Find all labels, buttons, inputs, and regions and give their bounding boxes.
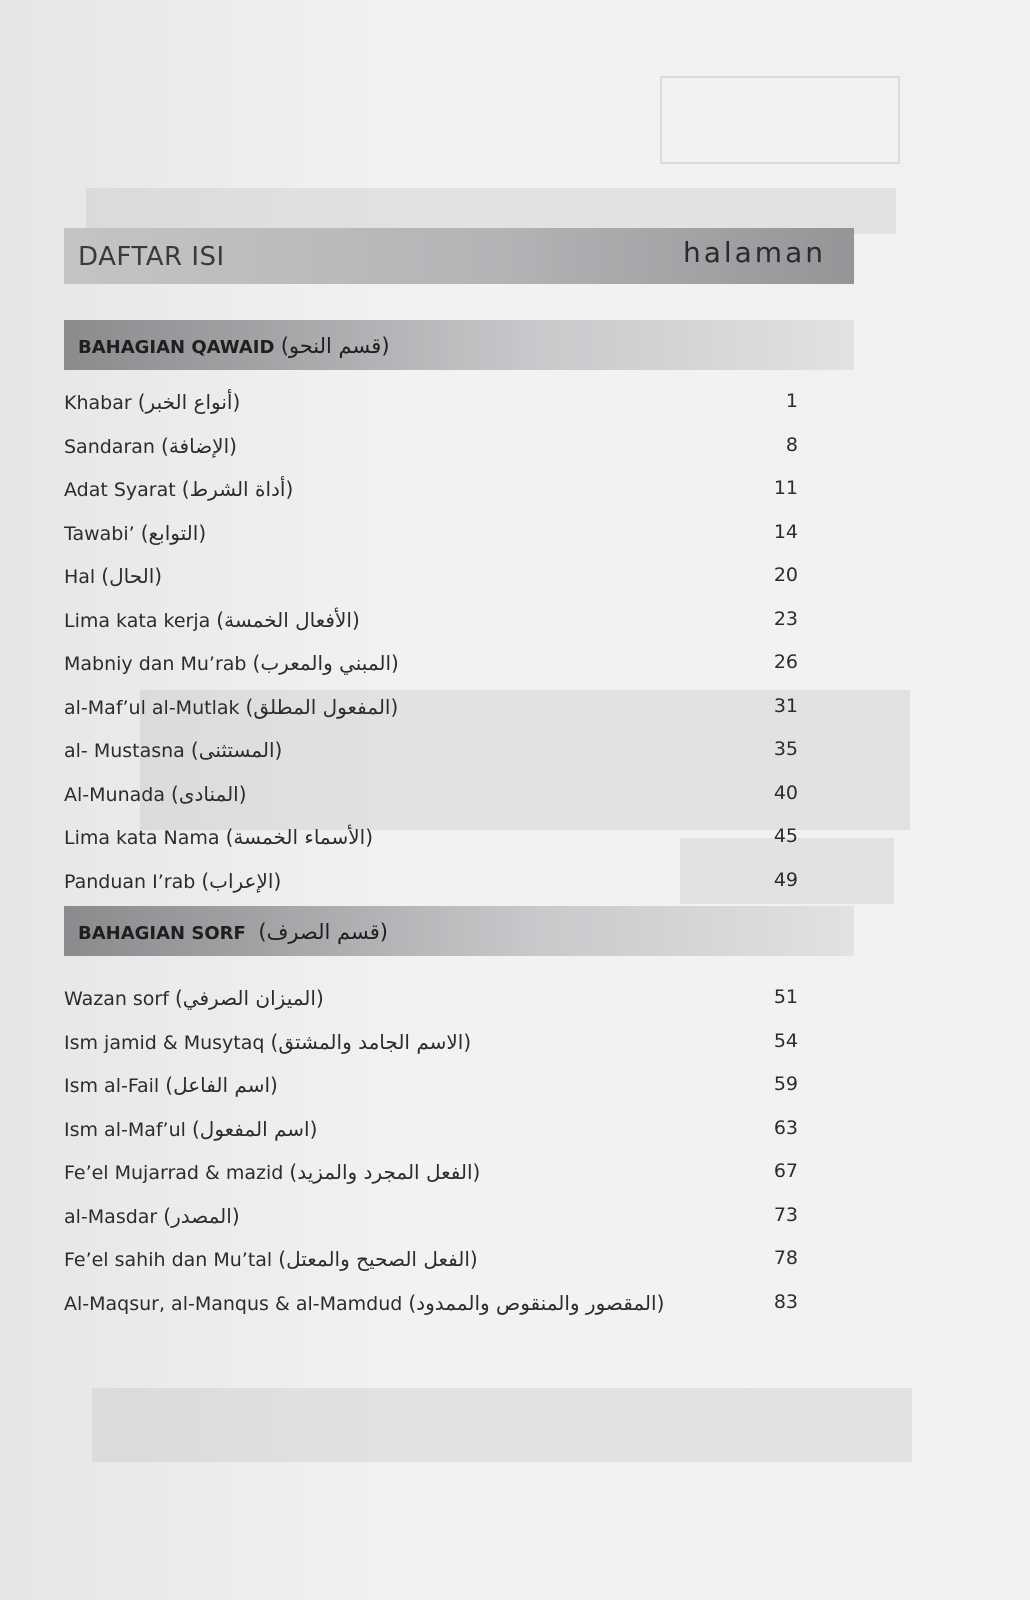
entry-page-number: 23 (773, 607, 798, 630)
entry-title (64, 1073, 278, 1097)
entry-title (64, 1204, 240, 1228)
section-sorf-list (64, 978, 804, 1326)
entry-title (64, 651, 399, 675)
entry-page-number: 1 (785, 390, 798, 412)
entry-arabic: (الحال) (101, 564, 163, 588)
toc-entry (64, 600, 804, 644)
entry-latin: Ism jamid & Musytaq (64, 1031, 265, 1054)
entry-latin: Al-Maqsur, al-Manqus & al-Mamdud (64, 1292, 403, 1315)
entry-page-number: 83 (773, 1290, 798, 1313)
entry-page-number: 31 (773, 694, 798, 717)
toc-entry (64, 469, 804, 513)
entry-page-number: 73 (773, 1203, 798, 1226)
entry-arabic: (الفعل المجرد والمزيد) (289, 1160, 481, 1184)
entry-page-number: 35 (773, 738, 798, 760)
entry-arabic: (المفعول المطلق) (245, 694, 399, 719)
toc-entry (64, 382, 804, 426)
entry-arabic: (المقصور والمنقوص والممدود) (408, 1290, 665, 1315)
entry-arabic: (أداة الشرط) (181, 477, 294, 501)
toc-entry (64, 978, 804, 1022)
toc-entry (64, 687, 804, 731)
section-sorf-label: BAHAGIAN SORF (78, 923, 246, 944)
entry-page-number: 63 (773, 1116, 798, 1139)
entry-arabic: (الأفعال الخمسة) (216, 607, 360, 632)
entry-title (64, 782, 247, 806)
toc-entry (64, 817, 804, 861)
bleed-through-footer (92, 1388, 912, 1462)
entry-page-number: 49 (773, 868, 798, 891)
toc-entry (64, 426, 804, 470)
entry-latin: Ism al-Fail (64, 1075, 160, 1097)
entry-latin: al- Mustasna (64, 740, 185, 762)
entry-arabic: (الأسماء الخمسة) (225, 825, 374, 849)
entry-arabic: (الميزان الصرفي) (174, 986, 324, 1010)
section-qawaid-banner (64, 320, 854, 370)
entry-arabic: (اسم الفاعل) (165, 1073, 278, 1097)
section-qawaid-label: BAHAGIAN QAWAID (78, 337, 275, 358)
entry-arabic: (التوابع) (140, 520, 207, 545)
bleed-through-box (660, 76, 900, 164)
entry-latin: Fe’el Mujarrad & mazid (64, 1162, 284, 1184)
entry-page-number: 78 (773, 1247, 798, 1269)
entry-title (64, 695, 398, 719)
section-sorf-banner (64, 906, 854, 956)
entry-latin: Sandaran (64, 435, 155, 458)
toc-entry (64, 1109, 804, 1153)
entry-page-number: 45 (773, 825, 798, 847)
toc-entry (64, 861, 804, 905)
entry-arabic: (الإعراب) (201, 868, 282, 893)
section-qawaid-arabic: (قسم النحو) (280, 334, 390, 358)
entry-title (64, 477, 293, 501)
entry-arabic: (المستثنى) (190, 738, 283, 762)
entry-arabic: (المبني والمعرب) (252, 651, 399, 675)
toc-entry (64, 1239, 804, 1283)
toc-entry (64, 556, 804, 600)
toc-entry (64, 730, 804, 774)
toc-entry (64, 1196, 804, 1240)
entry-arabic: (الفعل الصحيح والمعتل) (278, 1247, 478, 1271)
entry-title (64, 869, 281, 893)
entry-title (64, 738, 282, 762)
entry-page-number: 11 (773, 477, 798, 499)
toc-entry (64, 1065, 804, 1109)
entry-title (64, 434, 237, 458)
entry-page-number: 54 (773, 1029, 798, 1052)
toc-entry (64, 513, 804, 557)
entry-title (64, 1117, 317, 1141)
entry-title (64, 390, 240, 414)
entry-title (64, 986, 324, 1010)
entry-latin: Khabar (64, 392, 132, 414)
entry-arabic: (أنواع الخبر) (137, 390, 241, 414)
toc-entry (64, 774, 804, 818)
entry-latin: Lima kata kerja (64, 609, 211, 632)
entry-latin: Ism al-Maf’ul (64, 1118, 186, 1141)
entry-page-number: 67 (773, 1160, 798, 1182)
entry-latin: Lima kata Nama (64, 827, 220, 849)
entry-latin: Hal (64, 566, 96, 588)
entry-latin: Al-Munada (64, 783, 165, 806)
entry-page-number: 26 (773, 651, 798, 673)
entry-page-number: 14 (773, 520, 798, 543)
entry-latin: Tawabi’ (64, 522, 135, 545)
toc-entry (64, 1152, 804, 1196)
entry-arabic: (المصدر) (163, 1203, 240, 1228)
entry-arabic: (المنادى) (171, 781, 247, 806)
toc-entry (64, 1022, 804, 1066)
entry-page-number: 51 (773, 986, 798, 1008)
entry-title (64, 1247, 478, 1271)
toc-entry (64, 1283, 804, 1327)
entry-latin: Adat Syarat (64, 479, 176, 501)
entry-arabic: (الاسم الجامد والمشتق) (270, 1029, 472, 1054)
entry-page-number: 59 (773, 1073, 798, 1095)
entry-page-number: 8 (785, 433, 798, 456)
section-sorf-arabic: (قسم الصرف) (258, 920, 388, 944)
entry-latin: Fe’el sahih dan Mu’tal (64, 1249, 273, 1271)
entry-title (64, 1160, 480, 1184)
entry-title (64, 1030, 471, 1054)
page-column-label: halaman (682, 236, 826, 269)
entry-title (64, 608, 360, 632)
entry-latin: al-Masdar (64, 1205, 158, 1228)
toc-header-bar (64, 228, 854, 284)
toc-entry (64, 643, 804, 687)
entry-latin: Mabniy dan Mu’rab (64, 653, 247, 675)
entry-page-number: 40 (773, 781, 798, 804)
toc-title: DAFTAR ISI (78, 242, 225, 272)
entry-title (64, 1291, 664, 1315)
entry-arabic: (الإضافة) (161, 433, 237, 458)
entry-title (64, 825, 373, 849)
entry-latin: Panduan I’rab (64, 870, 196, 893)
entry-page-number: 20 (773, 564, 798, 586)
entry-latin: al-Maf’ul al-Mutlak (64, 696, 240, 719)
entry-title (64, 564, 162, 588)
section-qawaid-list (64, 382, 804, 904)
entry-title (64, 521, 206, 545)
entry-latin: Wazan sorf (64, 988, 169, 1010)
entry-arabic: (اسم المفعول) (191, 1116, 318, 1141)
